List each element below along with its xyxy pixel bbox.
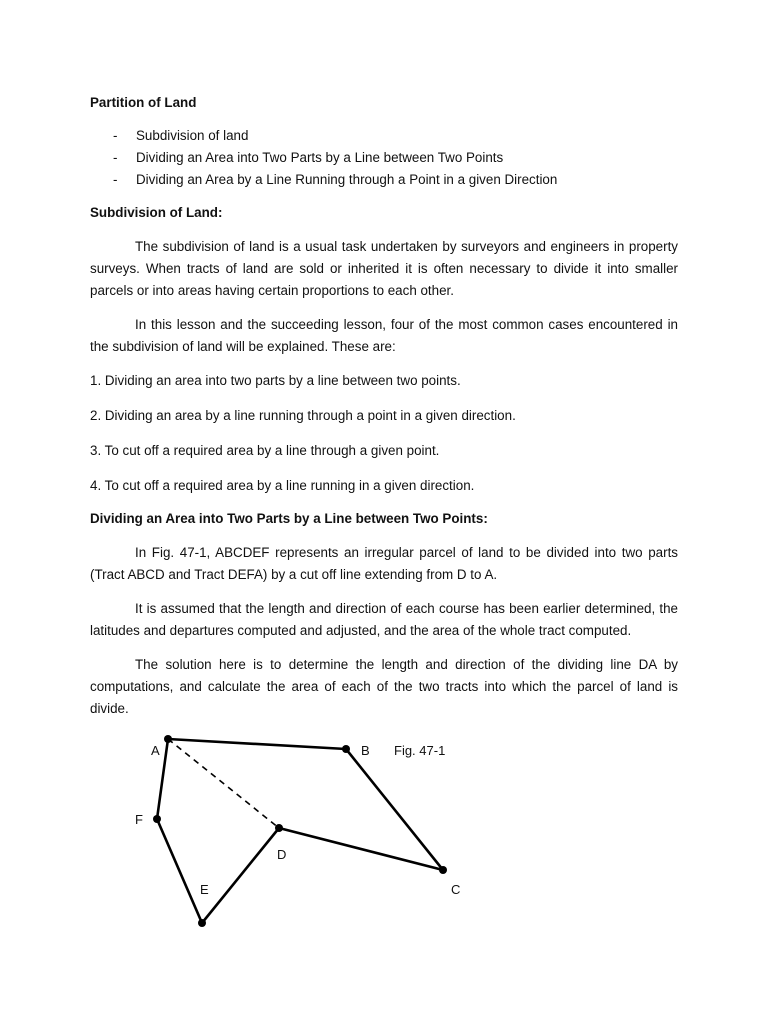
bullet-dash: - bbox=[113, 172, 118, 187]
label-b: B bbox=[361, 743, 370, 758]
topic-list bbox=[90, 125, 678, 191]
case-item: 1. Dividing an area into two parts by a line between two points. bbox=[90, 373, 461, 388]
bullet-dash: - bbox=[113, 128, 118, 143]
list-item-text: Dividing an Area into Two Parts by a Line between Two Points bbox=[136, 150, 504, 165]
case-item: 2. Dividing an area by a line running through a point in a given direction. bbox=[90, 408, 516, 423]
section-heading-two-points: Dividing an Area into Two Parts by a Line between Two Points: bbox=[90, 511, 488, 526]
label-f: F bbox=[135, 812, 143, 827]
paragraph: It is assumed that the length and direction of each course has been earlier determined, the latitudes and departures computed and adjusted, and the area of the whole tract computed. bbox=[90, 601, 678, 638]
page-title: Partition of Land bbox=[90, 95, 197, 110]
figure-caption: Fig. 47-1 bbox=[394, 743, 446, 758]
label-d: D bbox=[277, 847, 287, 862]
point-e bbox=[198, 919, 206, 927]
parcel-boundary bbox=[157, 739, 446, 923]
paragraph: In Fig. 47-1, ABCDEF represents an irregular parcel of land to be divided into two parts (Tract ABCD and Tract DEFA) by a cut off line extending from D to A. bbox=[90, 545, 678, 582]
paragraph: In this lesson and the succeeding lesson, four of the most common cases encountered in the subdivision of land will be explained. These are: bbox=[90, 317, 678, 354]
paragraph: The subdivision of land is a usual task undertaken by surveyors and engineers in property surveys. When tracts of land are sold or inherited it is often necessary to divide it into smaller parcels or into areas having certain proportions to each other. bbox=[90, 239, 678, 298]
bullet-dash: - bbox=[113, 150, 118, 165]
document-body bbox=[90, 93, 678, 720]
point-d bbox=[275, 824, 283, 832]
list-item-text: Dividing an Area by a Line Running through a Point in a given Direction bbox=[136, 172, 558, 187]
point-b bbox=[342, 745, 350, 753]
point-a bbox=[164, 735, 172, 743]
point-f bbox=[153, 815, 161, 823]
case-item: 3. To cut off a required area by a line through a given point. bbox=[90, 443, 440, 458]
point-c bbox=[439, 866, 447, 874]
list-item-text: Subdivision of land bbox=[136, 128, 249, 143]
list-item bbox=[90, 169, 678, 191]
case-item: 4. To cut off a required area by a line running in a given direction. bbox=[90, 478, 475, 493]
paragraph: The solution here is to determine the length and direction of the dividing line DA by computations, and calculate the area of each of the two tracts into which the parcel of land is divide. bbox=[90, 657, 678, 716]
dividing-line-da bbox=[168, 739, 279, 828]
section-heading-subdivision: Subdivision of Land: bbox=[90, 205, 223, 220]
list-item bbox=[90, 147, 678, 169]
label-a: A bbox=[151, 743, 160, 758]
label-c: C bbox=[451, 882, 461, 897]
list-item bbox=[90, 125, 678, 147]
label-e: E bbox=[200, 882, 209, 897]
